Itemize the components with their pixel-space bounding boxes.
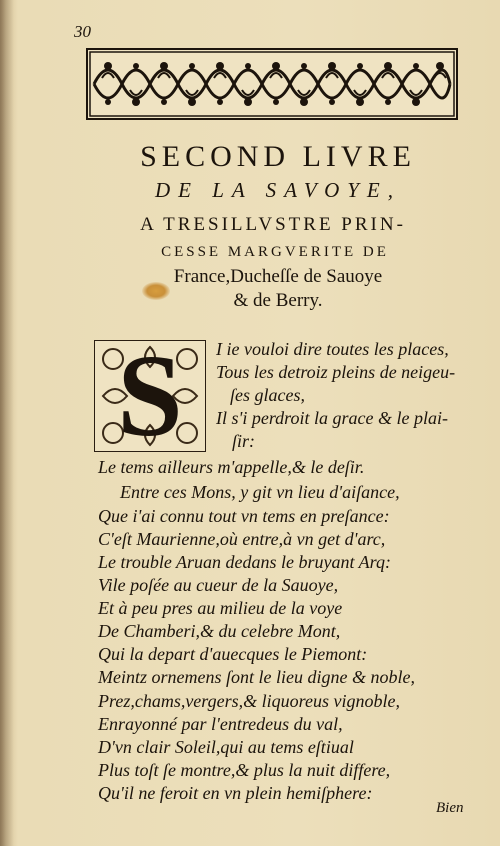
title-line-1: SECOND LIVRE <box>140 140 416 173</box>
verse-line: Que i'ai connu tout vn tems en preſance: <box>98 506 390 526</box>
verse-line: D'vn clair Soleil,qui au tems eſtiual <box>98 737 354 757</box>
verse-line: Enrayonné par l'entredeus du val, <box>98 714 343 734</box>
verse-line: Le trouble Aruan dedans le bruyant Arq: <box>98 552 391 572</box>
headpiece-ornament-icon <box>88 50 456 118</box>
decorated-initial <box>94 330 206 461</box>
paper-stain <box>142 282 170 300</box>
verse-line: Meintz ornemens ſont le lieu digne & noble, <box>98 667 415 687</box>
catchword: Bien <box>436 800 464 816</box>
verse-line: Vile poſée au cueur de la Sauoye, <box>98 575 339 595</box>
initial-letter: S <box>117 330 183 461</box>
verse-line: Tous les detroiz pleins de neigeu- <box>216 362 456 382</box>
title-line-6: & de Berry. <box>233 290 323 311</box>
verse-line: C'eſt Maurienne,où entre,à vn get d'arc, <box>98 529 386 549</box>
verse-line: Qu'il ne feroit en vn plein hemiſphere: <box>98 783 373 803</box>
verse-line: ſes glaces, <box>230 385 305 405</box>
verse-line: Il s'i perdroit la grace & le plai- <box>216 408 448 428</box>
verse-line: Plus toſt ſe montre,& plus la nuit differe, <box>98 760 391 780</box>
title-line-4: CESSE MARGVERITE DE <box>161 244 389 260</box>
verse-line: De Chamberi,& du celebre Mont, <box>98 621 341 641</box>
title-line-3: A TRESILLVSTRE PRIN- <box>140 214 406 235</box>
verse-line: ſir: <box>232 431 256 451</box>
verse-line: Le tems ailleurs m'appelle,& le deſir. <box>98 457 365 477</box>
title-line-5: France,Ducheſſe de Sauoye <box>173 266 383 287</box>
verse-line: Et à peu pres au milieu de la voye <box>98 598 343 618</box>
page-number: 30 <box>74 22 91 41</box>
verse-line: Entre ces Mons, y git vn lieu d'aiſance, <box>120 482 400 502</box>
verse-line: Prez,chams,vergers,& liquoreus vignoble, <box>98 691 400 711</box>
gutter-shadow <box>0 0 14 846</box>
verse-line: I ie vouloi dire toutes les places, <box>216 339 449 359</box>
ornamental-headpiece <box>86 48 458 120</box>
title-line-2: DE LA SAVOYE, <box>154 178 402 202</box>
verse-line: Qui la depart d'auecques le Piemont: <box>98 644 368 664</box>
